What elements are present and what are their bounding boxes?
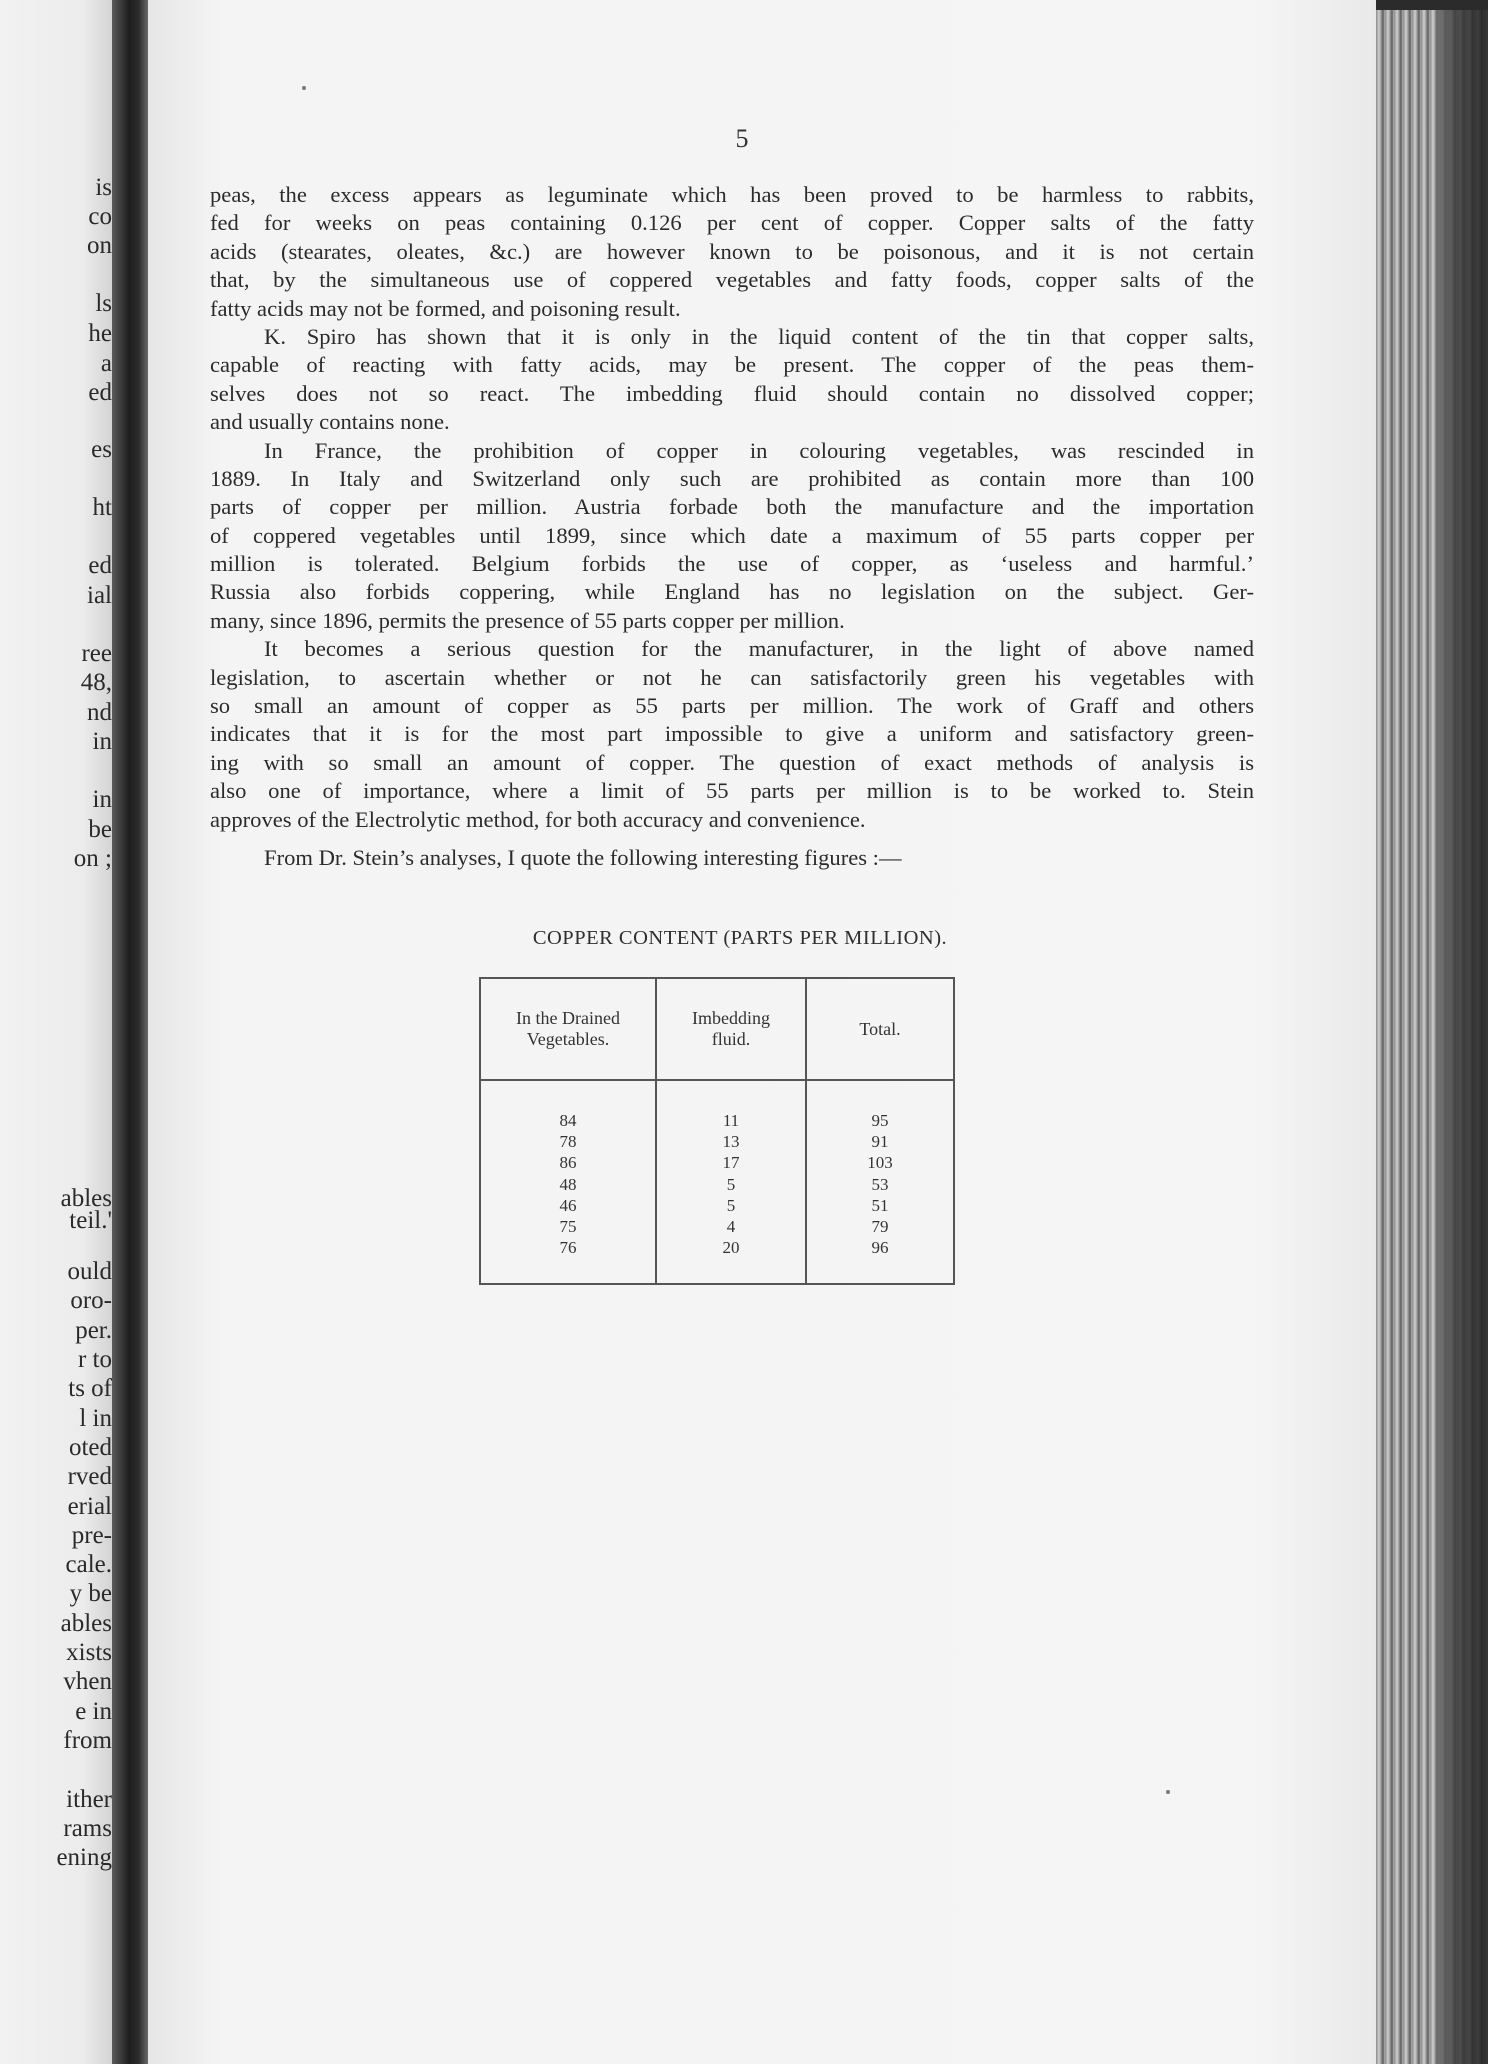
paper-speck — [1166, 1790, 1170, 1794]
left-page-text-fragment: ls — [95, 290, 112, 317]
left-page-text-fragment: nd — [87, 699, 112, 726]
left-page-text-fragment: ening — [56, 1844, 112, 1871]
left-page-text-fragment: in — [92, 728, 112, 755]
table-cell: 20 — [722, 1238, 740, 1258]
left-page-text-fragment: a — [100, 350, 112, 377]
column-values — [481, 1110, 655, 1258]
table-cell: 4 — [726, 1216, 736, 1236]
body-text — [210, 181, 1254, 872]
left-page-text-fragment: ed — [88, 379, 112, 406]
table-cell: 17 — [722, 1153, 740, 1173]
left-page-text-fragment: pre- — [71, 1522, 112, 1549]
paragraph-gap — [210, 834, 1254, 844]
table-cell: 103 — [867, 1153, 893, 1173]
text-line: acids (stearates, oleates, &c.) are however known to be poisonous, and it is not certain — [210, 238, 1254, 264]
left-page-text-fragment: on ; — [73, 845, 112, 872]
column-values — [657, 1110, 805, 1258]
table-cell: 91 — [871, 1132, 889, 1152]
left-page-text-fragment: ould — [67, 1258, 112, 1285]
left-page-text-fragment: es — [91, 436, 112, 463]
text-line: ing with so small an amount of copper. The question of exact methods of analysis is — [210, 749, 1254, 775]
table-cell: 48 — [559, 1174, 577, 1194]
left-page-text-fragment: ables — [60, 1185, 112, 1212]
text-line: capable of reacting with fatty acids, may be present. The copper of the peas them- — [210, 352, 1254, 378]
left-page-text-fragment: ts of — [68, 1375, 112, 1402]
text-line: Russia also forbids coppering, while England has no legislation on the subject. Ger- — [210, 579, 1254, 605]
left-page-text-fragment: is — [95, 174, 112, 201]
table-cell: 75 — [559, 1216, 577, 1236]
left-page-text-fragment: ial — [87, 582, 112, 609]
left-page-text-fragment: r to — [77, 1346, 112, 1373]
table-cell: 96 — [871, 1238, 889, 1258]
table-cell: 78 — [559, 1132, 577, 1152]
page-number: 5 — [735, 124, 749, 153]
paragraph — [210, 844, 1254, 872]
column-total — [807, 979, 953, 1283]
text-line: fed for weeks on peas containing 0.126 per cent of copper. Copper salts of the fatty — [210, 210, 1254, 236]
left-page-text-fragment: ree — [81, 640, 112, 667]
text-line: million is tolerated. Belgium forbids the use of copper, as ‘useless and harmful.’ — [210, 551, 1254, 577]
left-page-text-fragment: from — [63, 1727, 112, 1754]
book-cover-edge — [1436, 10, 1488, 2064]
table-cell: 5 — [726, 1195, 736, 1215]
text-line: It becomes a serious question for the manufacturer, in the light of above named — [264, 636, 1254, 662]
column-header: Total. — [859, 1018, 901, 1039]
left-page-text-fragment: be — [88, 816, 112, 843]
paragraph — [210, 323, 1254, 437]
table-cell: 51 — [871, 1195, 889, 1215]
left-page-text-fragment: in — [92, 786, 112, 813]
column-imbedding-fluid — [657, 979, 805, 1283]
left-page-text-fragment: ht — [92, 494, 112, 521]
text-line: peas, the excess appears as leguminate which has been proved to be harmless to rabbits, — [210, 182, 1254, 207]
text-line: legislation, to ascertain whether or not he can satisfactorily green his vegetables with — [210, 664, 1254, 690]
table-cell: 46 — [559, 1195, 577, 1215]
text-line: K. Spiro has shown that it is only in the liquid content of the tin that copper salts, — [264, 323, 1254, 349]
left-page-text-fragment: ed — [88, 552, 112, 579]
left-page-text-fragment: oted — [68, 1434, 112, 1461]
paragraph — [210, 635, 1254, 834]
left-page-text-fragment: erial — [67, 1493, 112, 1520]
text-line: also one of importance, where a limit of 55 parts per million is to be worked to. Stein — [210, 778, 1254, 804]
table-cell: 11 — [722, 1111, 740, 1130]
left-page-text-fragment: e in — [75, 1698, 112, 1725]
text-line: and usually contains none. — [210, 409, 450, 435]
text-line: indicates that it is for the most part impossible to give a uniform and satisfactory green- — [210, 721, 1254, 747]
table-cell: 79 — [871, 1216, 889, 1236]
left-page-text-fragment: l in — [79, 1405, 112, 1432]
left-page-text-fragment: he — [88, 320, 112, 347]
text-line: approves of the Electrolytic method, for both accuracy and convenience. — [210, 806, 866, 832]
left-page-text-fragment: cale. — [65, 1551, 112, 1578]
left-page-text-fragment: ables — [60, 1610, 112, 1637]
table-cell: 95 — [871, 1111, 889, 1130]
text-line: From Dr. Stein’s analyses, I quote the following interesting figures :— — [264, 844, 902, 870]
text-line: selves does not so react. The imbedding fluid should contain no dissolved copper; — [210, 380, 1254, 406]
left-page-text-fragment: rved — [67, 1463, 112, 1490]
column-header: In the Drained Vegetables. — [516, 1008, 620, 1049]
paragraph — [210, 181, 1254, 323]
text-line: so small an amount of copper as 55 parts per million. The work of Graff and others — [210, 693, 1254, 719]
text-line: many, since 1896, permits the presence of 55 parts copper per million. — [210, 607, 845, 633]
text-line: of coppered vegetables until 1899, since which date a maximum of 55 parts copper per — [210, 522, 1254, 548]
left-page-text-fragment: vhen — [63, 1668, 112, 1695]
table-cell: 86 — [559, 1153, 577, 1173]
paragraph — [210, 437, 1254, 636]
left-page-text-fragment: y be — [69, 1580, 112, 1607]
text-line: that, by the simultaneous use of coppered vegetables and fatty foods, copper salts of the — [210, 267, 1254, 293]
column-header: Imbedding fluid. — [692, 1008, 770, 1049]
table-cell: 13 — [722, 1132, 740, 1152]
table-caption: COPPER CONTENT (PARTS PER MILLION). — [532, 927, 948, 949]
text-line: parts of copper per million. Austria forbade both the manufacture and the importation — [210, 494, 1254, 520]
left-page-text-fragment: 48, — [80, 669, 112, 696]
left-page-edge — [0, 0, 118, 2064]
left-page-text-fragment: xists — [66, 1639, 112, 1666]
text-line: In France, the prohibition of copper in colouring vegetables, was rescinded in — [264, 437, 1254, 463]
column-drained-vegetables — [481, 979, 655, 1283]
left-page-text-fragment: rams — [63, 1815, 112, 1842]
table-cell: 5 — [726, 1174, 736, 1194]
table-cell: 76 — [559, 1238, 577, 1258]
column-values — [807, 1110, 953, 1258]
left-page-text-fragment: ither — [66, 1786, 112, 1813]
left-page-text-fragment: co — [88, 203, 112, 230]
text-line: 1889. In Italy and Switzerland only such are prohibited as contain more than 100 — [210, 465, 1254, 491]
text-line: fatty acids may not be formed, and poisoning result. — [210, 295, 681, 321]
left-page-text-fragment: on — [87, 232, 112, 259]
left-page-text-fragment: per. — [75, 1317, 112, 1344]
table-cell: 84 — [559, 1111, 577, 1130]
left-page-text-fragment: teil.' — [69, 1207, 112, 1234]
table-cell: 53 — [871, 1174, 889, 1194]
copper-content-table — [479, 977, 955, 1285]
paper-speck — [302, 86, 306, 90]
book-gutter — [112, 0, 150, 2064]
left-page-text-fragment: oro- — [70, 1287, 112, 1314]
